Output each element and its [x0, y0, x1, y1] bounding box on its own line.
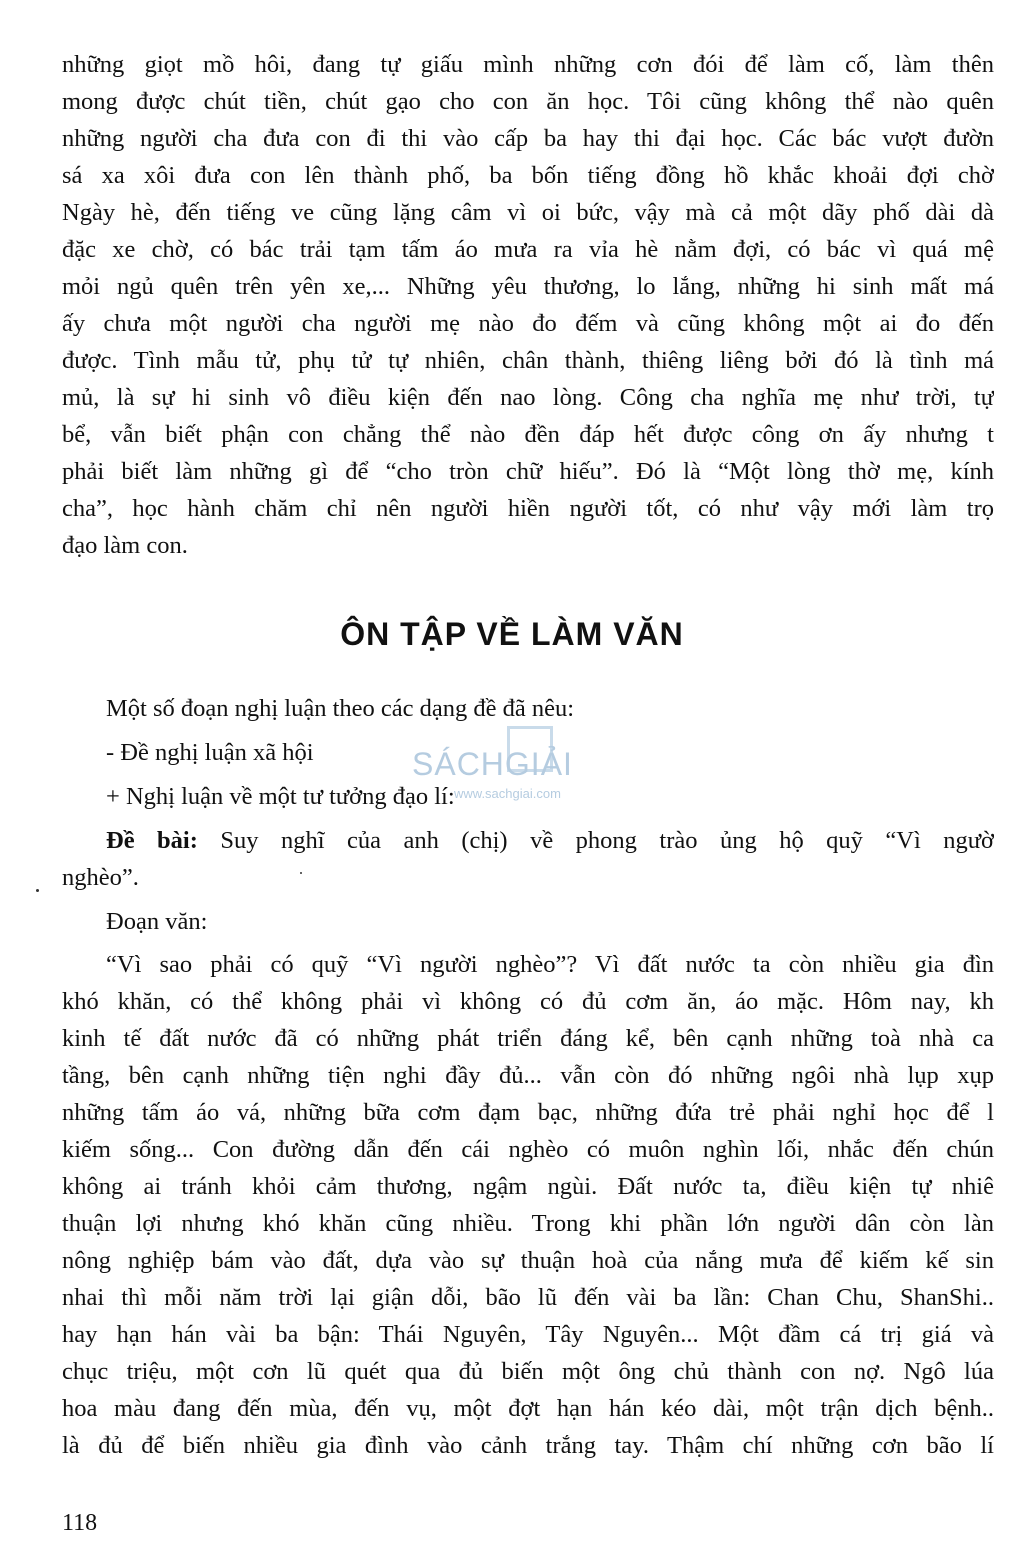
text-line: khó khăn, có thể không phải vì không có đủ cơm ăn, áo mặc. Hôm nay, kh: [62, 988, 994, 1015]
text-line: hay hạn hán vài ba bận: Thái Nguyên, Tây Nguyên... Một đầm cá trị giá và: [62, 1321, 994, 1348]
topic-text: Suy nghĩ của anh (chị) về phong trào ủng hộ quỹ “Vì ngườ: [220, 827, 994, 854]
essay-first-line: “Vì sao phải có quỹ “Vì người nghèo”? Vì đất nước ta còn nhiều gia đìn: [106, 951, 994, 978]
text-line: tầng, bên cạnh những tiện nghi đầy đủ... vẫn còn đó những ngôi nhà lụp xụp: [62, 1062, 994, 1089]
text-line: những giọt mồ hôi, đang tự giấu mình những cơn đói để làm cố, làm thên: [62, 51, 994, 78]
topic-label: Đề bài:: [106, 827, 198, 854]
watermark-logo: SÁCHGIẢI: [412, 746, 573, 782]
text-line: là đủ để biến nhiều gia đình vào cảnh trắng tay. Thậm chí những cơn bão lí: [62, 1432, 994, 1459]
topic-continuation: nghèo”.: [62, 864, 139, 891]
intro-text: Một số đoạn nghị luận theo các dạng đề đã nêu:: [106, 695, 575, 722]
watermark-url: www.sachgiai.com: [454, 786, 561, 801]
text-line: ấy chưa một người cha người mẹ nào đo đếm và cũng không một ai đo đến: [62, 310, 994, 337]
text-line: chục triệu, một cơn lũ quét qua đủ biến một ông chủ thành con nợ. Ngô lúa: [62, 1358, 994, 1385]
essay-label: Đoạn văn:: [106, 908, 208, 935]
page-number: 118: [62, 1510, 98, 1536]
text-line: cha”, học hành chăm chỉ nên người hiền người tốt, có như vậy mới làm trọ: [62, 495, 994, 522]
text-line: được. Tình mẫu tử, phụ tử tự nhiên, chân thành, thiêng liêng bởi đó là tình má: [62, 347, 994, 374]
text-line: không ai tránh khỏi cảm thương, ngậm ngùi. Đất nước ta, điều kiện tự nhiê: [62, 1173, 994, 1200]
text-line: mủ, là sự hi sinh vô điều kiện đến nao lòng. Công cha nghĩa mẹ như trời, tự: [62, 384, 994, 411]
text-line: thuận lợi nhưng khó khăn cũng nhiều. Trong khi phần lớn người dân còn làn: [62, 1210, 994, 1237]
text-line: hoa màu đang đến mùa, đến vụ, một đợt hạn hán kéo dài, một trận dịch bệnh..: [62, 1395, 994, 1422]
text-line: phải biết làm những gì để “cho tròn chữ hiếu”. Đó là “Một lòng thờ mẹ, kính: [62, 458, 994, 485]
section-label: - Đề nghị luận xã hội: [106, 739, 314, 766]
text-line: kiếm sống... Con đường dẫn đến cái nghèo có muôn nghìn lối, nhắc đến chún: [62, 1136, 994, 1163]
text-line: những người cha đưa con đi thi vào cấp ba hay thi đại học. Các bác vượt đườn: [62, 125, 994, 152]
text-line: kinh tế đất nước đã có những phát triển đáng kể, bên cạnh những toà nhà ca: [62, 1025, 994, 1052]
text-line: đạo làm con.: [62, 532, 188, 559]
text-line: Ngày hè, đến tiếng ve cũng lặng câm vì oi bức, vậy mà cả một dãy phố dài dà: [62, 199, 994, 226]
scan-speck: [300, 872, 302, 874]
text-line: bể, vẫn biết phận con chẳng thể nào đền đáp hết được công ơn ấy nhưng t: [62, 421, 994, 448]
text-line: những tấm áo vá, những bữa cơm đạm bạc, những đứa trẻ phải nghỉ học để l: [62, 1099, 994, 1126]
topic-line: [106, 822, 994, 859]
subsection-label: + Nghị luận về một tư tưởng đạo lí:: [106, 783, 455, 810]
text-line: đặc xe chờ, có bác trải tạm tấm áo mưa ra vỉa hè nằm đợi, có bác vì quá mệ: [62, 236, 994, 263]
text-line: sá xa xôi đưa con lên thành phố, ba bốn tiếng đồng hồ khắc khoải đợi chờ: [62, 162, 994, 189]
text-line: nông nghiệp bám vào đất, dựa vào sự thuận hoà của nắng mưa để kiếm kế sin: [62, 1247, 994, 1274]
watermark: [412, 722, 622, 822]
text-line: nhai thì mỗi năm trời lại giận dỗi, bão lũ đến vài ba lần: Chan Chu, ShanShi..: [62, 1284, 994, 1311]
text-line: mỏi ngủ quên trên yên xe,... Những yêu thương, lo lắng, những hi sinh mất má: [62, 273, 994, 300]
section-heading: ÔN TẬP VỀ LÀM VĂN: [340, 616, 684, 652]
scan-speck: [36, 889, 39, 892]
text-line: mong được chút tiền, chút gạo cho con ăn học. Tôi cũng không thể nào quên: [62, 88, 994, 115]
